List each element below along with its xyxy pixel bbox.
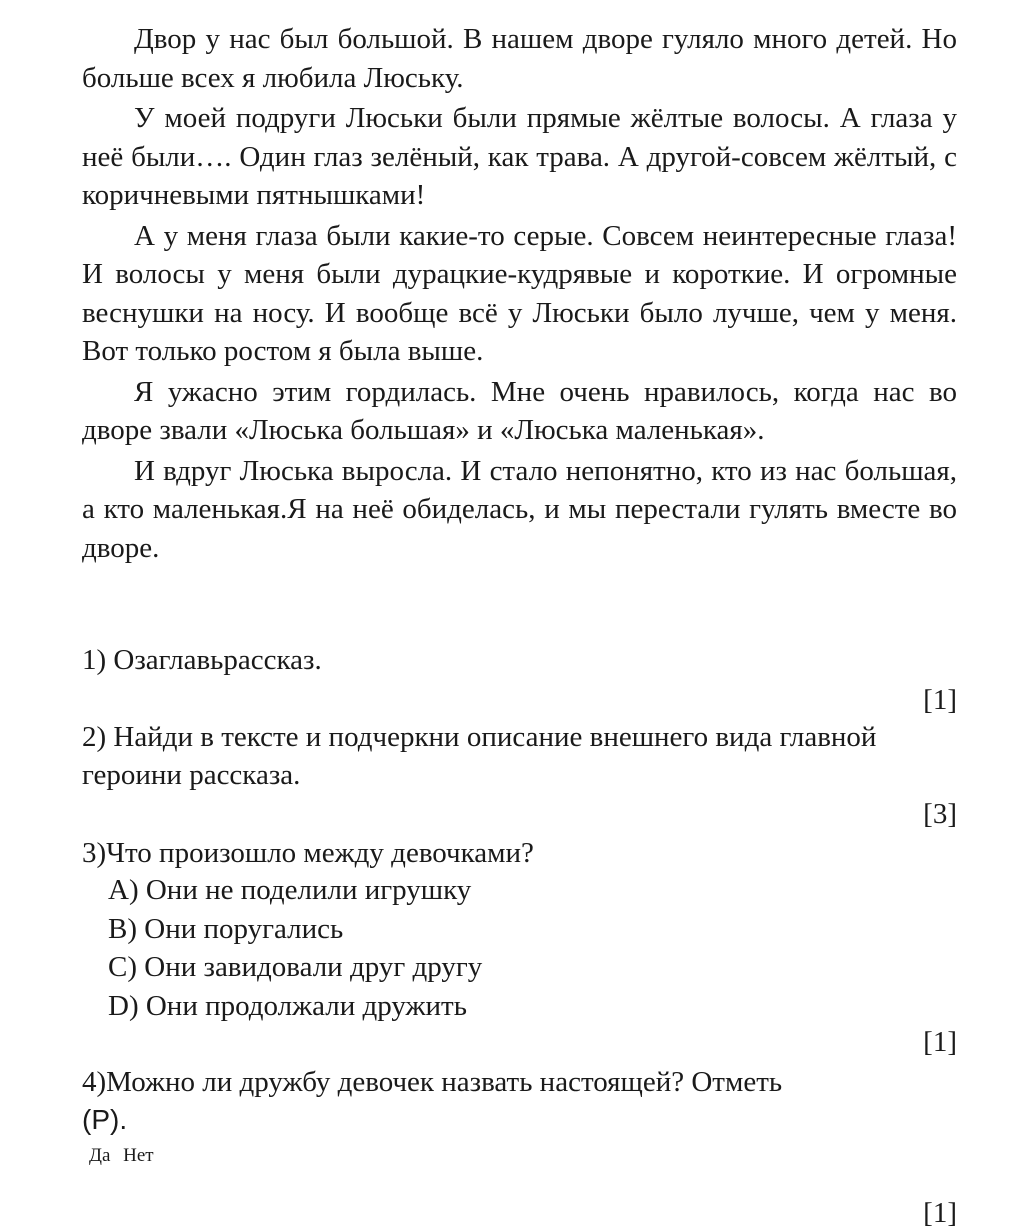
question-4-text: 4)Можно ли дружбу девочек назвать настоящей? Отметь xyxy=(82,1066,783,1098)
story-paragraph-1: Двор у нас был большой. В нашем дворе гуляло много детей. Но больше всех я любила Люську. xyxy=(82,23,957,94)
question-2: 2) Найди в тексте и подчеркни описание внешнего вида главной героини рассказа. xyxy=(82,721,877,791)
question-1-score: [1] xyxy=(923,684,957,716)
question-4-answers xyxy=(89,1144,154,1168)
story-paragraph-3: А у меня глаза были какие-то серые. Совсем неинтересные глаза! И волосы у меня были дурацкие-кудрявые и короткие. И огромные веснушки на носу. И вообще всё у Люськи было лучше, чем у меня. Вот только ростом я была выше. xyxy=(82,219,957,367)
question-4-mark-hint: (Р). xyxy=(82,1104,128,1135)
story-paragraph-4: Я ужасно этим гордилась. Мне очень нравилось, когда нас во дворе звали «Люська большая» и «Люська маленькая». xyxy=(82,375,957,446)
story-paragraph-2: У моей подруги Люськи были прямые жёлтые волосы. А глаза у неё были…. Один глаз зелёный, как трава. А другой-совсем жёлтый, с коричневыми пятнышками! xyxy=(82,102,957,211)
question-1: 1) Озаглавьрассказ. xyxy=(82,644,322,676)
answer-yes[interactable]: Да xyxy=(89,1145,111,1166)
option-b[interactable]: В) Они поругались xyxy=(108,912,344,945)
story-paragraph-5: И вдруг Люська выросла. И стало непонятно, кто из нас большая, а кто маленькая.Я на неё обиделась, и мы перестали гулять вместе во дворе. xyxy=(82,454,957,564)
question-4-score: [1] xyxy=(923,1197,957,1229)
question-3-score: [1] xyxy=(923,1026,957,1058)
question-4 xyxy=(82,1063,882,1139)
question-3: 3)Что произошло между девочками? xyxy=(82,837,534,869)
story-text xyxy=(82,20,957,567)
question-2-score: [3] xyxy=(923,798,957,830)
option-d[interactable]: D) Они продолжали дружить xyxy=(108,989,467,1022)
option-c[interactable]: С) Они завидовали друг другу xyxy=(108,951,483,983)
document-page xyxy=(82,20,957,567)
question-3-options xyxy=(108,871,482,1025)
option-a[interactable]: А) Они не поделили игрушку xyxy=(108,874,472,906)
answer-no[interactable]: Нет xyxy=(123,1145,154,1166)
